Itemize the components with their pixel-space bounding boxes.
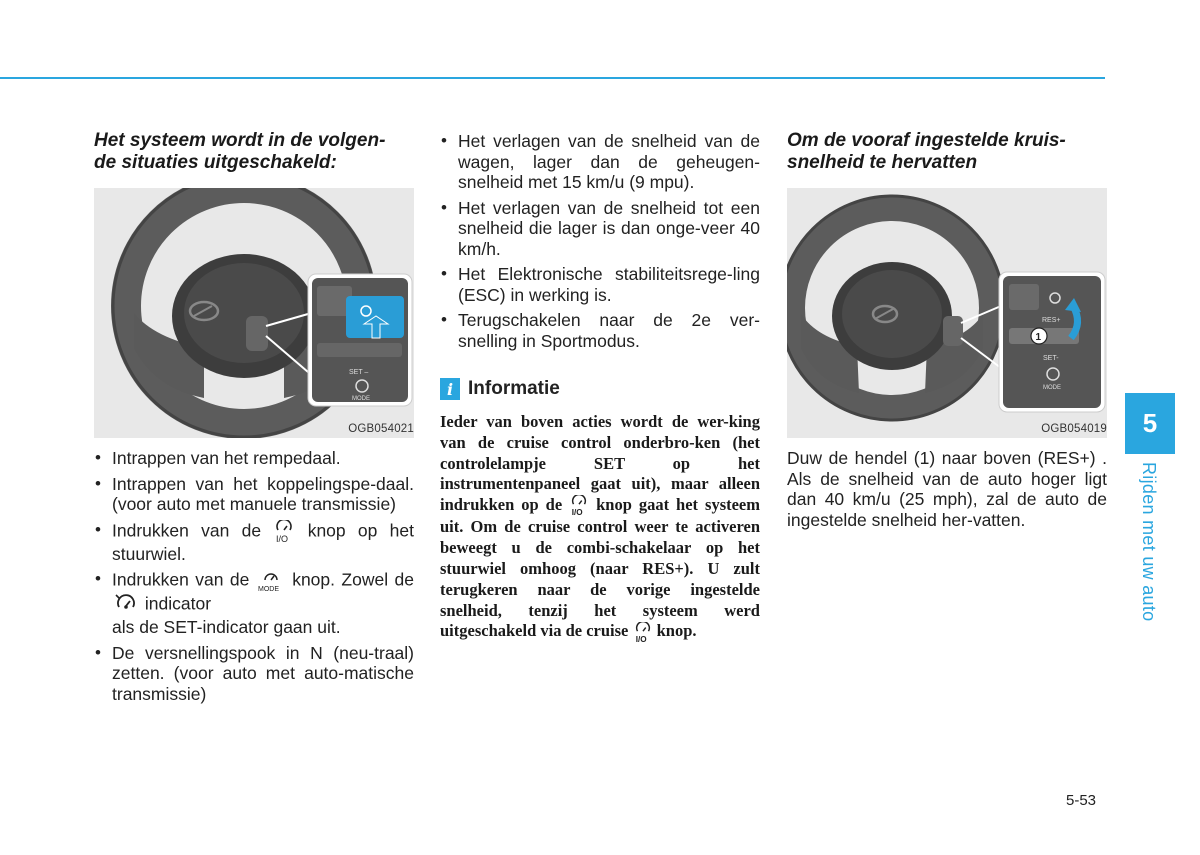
list-item: • Indrukken van de I/O knop op het stuurwiel. [95, 519, 415, 564]
mode-label-left: MODE [352, 396, 370, 402]
left-heading-line2: de situaties uitgeschakeld: [94, 152, 337, 173]
resume-paragraph: Duw de hendel (1) naar boven (RES+) . Als de snelheid van de auto hoger ligt dan 40 km/u (25 mph), zal de auto de ingestelde snelheid her-vatten. [787, 448, 1107, 530]
figure-code-right: OGB054019 [1041, 423, 1107, 435]
callout-number: 1 [1035, 332, 1042, 343]
mode-icon [256, 569, 286, 593]
mode-label-right: MODE [1043, 385, 1061, 391]
left-heading [94, 130, 385, 174]
page-number: 5-53 [1066, 792, 1097, 809]
list-item: • Het verlagen van de snelheid van de wagen, lager dan de geheugen-snelheid met 15 km/u (9 mpu). [441, 131, 760, 192]
steering-wheel-figure-left [94, 188, 414, 438]
right-heading-line2: snelheid te hervatten [787, 152, 978, 173]
list-item: • De versnellingspook in N (neu-traal) zetten. (voor auto met auto-matische transmissie) [95, 642, 414, 704]
chapter-tab: 5 [1125, 393, 1175, 454]
set-label-right: SET- [1043, 355, 1059, 362]
cruise-control-icon [273, 520, 295, 544]
steering-wheel-figure-right [787, 188, 1107, 438]
list-item: • Terugschakelen naar de 2e ver-snelling in Sportmodus. [441, 310, 760, 351]
steering-wheel-illustration [787, 188, 1107, 438]
cruise-control-icon [569, 495, 589, 517]
svg-text:I/O: I/O [635, 634, 647, 644]
list-item: • Het verlagen van de snelheid tot een snelheid die lager is dan onge-veer 40 km/h. [441, 197, 760, 259]
figure-code-left: OGB054021 [348, 423, 414, 435]
right-heading [787, 130, 1066, 174]
left-heading-line1: Het systeem wordt in de volgen- [94, 130, 386, 151]
svg-text:I/O: I/O [276, 533, 289, 544]
svg-text:MODE: MODE [257, 586, 279, 593]
header-rule [0, 77, 1105, 79]
steering-wheel-illustration [94, 188, 414, 438]
res-label: RES+ [1042, 317, 1061, 324]
set-label-left: SET – [349, 369, 369, 376]
middle-bullet-list [440, 131, 760, 356]
left-bullet-list [94, 448, 414, 709]
right-heading-line1: Om de vooraf ingestelde kruis- [787, 130, 1066, 151]
list-item: • Indrukken van de MODE knop. Zowel de indicator als de SET-indicator gaan uit. [95, 569, 414, 637]
cruise-control-icon [633, 622, 653, 644]
chapter-title: Rijden met uw auto [1139, 462, 1159, 622]
list-item: • Intrappen van het koppelingspe-daal. (voor auto met manuele transmissie) [95, 473, 414, 514]
info-title [440, 378, 560, 400]
svg-text:I/O: I/O [571, 508, 583, 518]
info-body: Ieder van boven acties wordt de wer-king van de cruise control onderbro-ken (het controlelampje SET op het instrumentenpaneel gaat uit), maar alleen indrukken op de I/O knop gaat het systeem uit. Om de cruise control weer te activeren beweegt u de combi-schakelaar op het stuurwiel omhoog (naar RES+). U zult terugkeren naar de vorige ingestelde snelheid, tenzij het systeem werd uitgeschakeld via de cruise I/O knop. [440, 412, 760, 644]
list-item: • Intrappen van het rempedaal. [95, 448, 341, 468]
info-label: Informatie [468, 378, 560, 399]
info-icon: i [440, 378, 460, 400]
cruise-indicator-icon [112, 593, 140, 617]
list-item: • Het Elektronische stabiliteitsrege-ling (ESC) in werking is. [441, 264, 760, 305]
